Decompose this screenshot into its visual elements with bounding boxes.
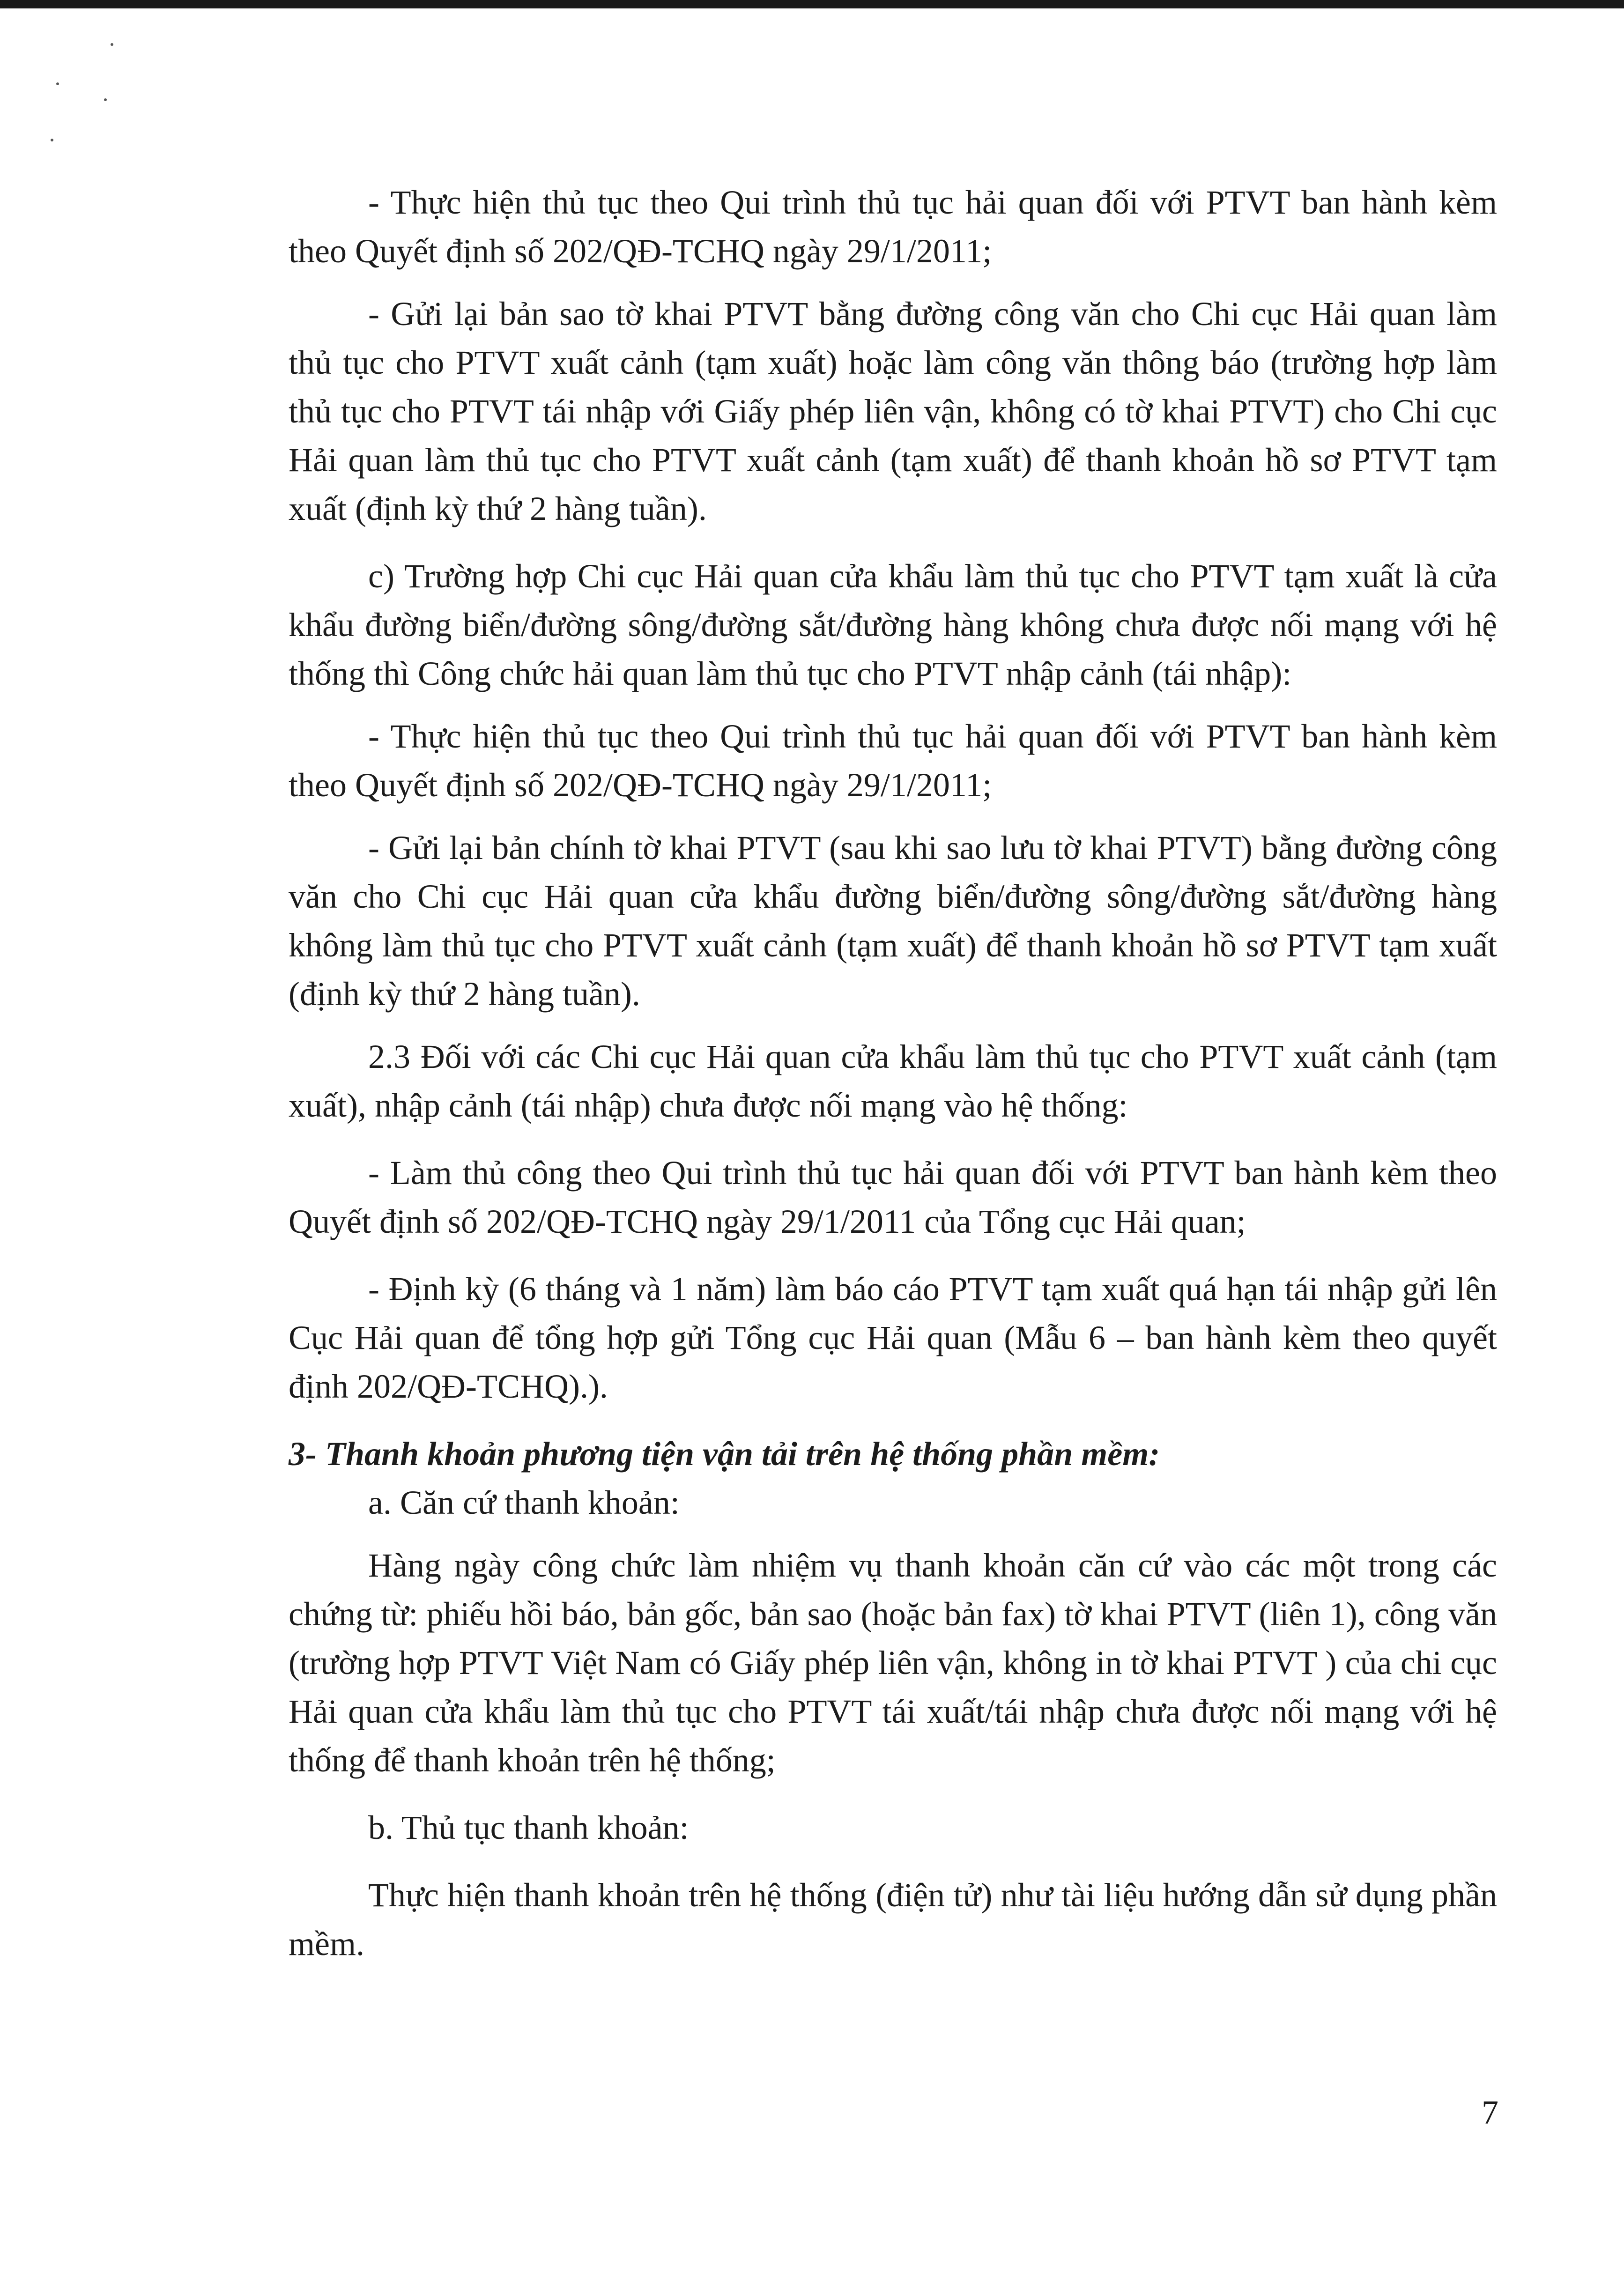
paragraph-procedure-heading: b. Thủ tục thanh khoản: — [368, 1809, 689, 1846]
scan-top-border — [0, 0, 1624, 8]
paragraph-send-copy: - Gửi lại bản sao tờ khai PTVT bằng đường công văn cho Chi cục Hải quan làm thủ tục cho PTVT xuất cảnh (tạm xuất) hoặc làm công văn thông báo (trường hợp làm thủ tục cho PTVT tái nhập với Giấy phép liên vận, không có tờ khai PTVT) cho Chi cục Hải quan làm thủ tục cho PTVT xuất cảnh (tạm xuất) để thanh khoản hồ sơ PTVT tạm xuất (định kỳ thứ 2 hàng tuần). — [289, 295, 1497, 527]
page-number: 7 — [1482, 2094, 1498, 2131]
paragraph-send-original: - Gửi lại bản chính tờ khai PTVT (sau khi sao lưu tờ khai PTVT) bằng đường công văn cho Chi cục Hải quan cửa khẩu đường biển/đường sông/đường sắt/đường hàng không làm thủ tục cho PTVT xuất cảnh (tạm xuất) để thanh khoản hồ sơ PTVT tạm xuất (định kỳ thứ 2 hàng tuần). — [289, 829, 1497, 1013]
scan-speck — [51, 139, 53, 141]
paragraph-procedure-detail: Thực hiện thanh khoản trên hệ thống (điện tử) như tài liệu hướng dẫn sử dụng phần mềm. — [289, 1876, 1497, 1963]
paragraph-case-c: c) Trường hợp Chi cục Hải quan cửa khẩu làm thủ tục cho PTVT tạm xuất là cửa khẩu đường biển/đường sông/đường sắt/đường hàng không chưa được nối mạng với hệ thống thì Công chức hải quan làm thủ tục cho PTVT nhập cảnh (tái nhập): — [289, 557, 1497, 692]
paragraph-basis-detail: Hàng ngày công chức làm nhiệm vụ thanh khoản căn cứ vào các một trong các chứng từ: phiếu hồi báo, bản gốc, bản sao (hoặc bản fax) tờ khai PTVT (liên 1), công văn (trường hợp PTVT Việt Nam có Giấy phép liên vận, không in tờ khai PTVT ) của chi cục Hải quan cửa khẩu làm thủ tục cho PTVT tái xuất/tái nhập chưa được nối mạng với hệ thống để thanh khoản trên hệ thống; — [289, 1547, 1497, 1779]
paragraph-periodic-report: - Định kỳ (6 tháng và 1 năm) làm báo cáo PTVT tạm xuất quá hạn tái nhập gửi lên Cục Hải quan để tổng hợp gửi Tổng cục Hải quan (Mẫu 6 – ban hành kèm theo quyết định 202/QĐ-TCHQ).). — [289, 1270, 1497, 1405]
paragraph-procedure-2: - Thực hiện thủ tục theo Qui trình thủ tục hải quan đối với PTVT ban hành kèm theo Quyết định số 202/QĐ-TCHQ ngày 29/1/2011; — [289, 718, 1497, 804]
paragraph-basis-heading: a. Căn cứ thanh khoản: — [368, 1484, 680, 1521]
scan-speck — [111, 43, 113, 46]
section-heading-3: 3- Thanh khoản phương tiện vận tải trên hệ thống phần mềm: — [289, 1435, 1160, 1473]
paragraph-procedure-1: - Thực hiện thủ tục theo Qui trình thủ tục hải quan đối với PTVT ban hành kèm theo Quyết định số 202/QĐ-TCHQ ngày 29/1/2011; — [289, 184, 1497, 270]
paragraph-section-2-3: 2.3 Đối với các Chi cục Hải quan cửa khẩu làm thủ tục cho PTVT xuất cảnh (tạm xuất), nhập cảnh (tái nhập) chưa được nối mạng vào hệ thống: — [289, 1038, 1497, 1124]
scan-speck — [104, 98, 107, 101]
paragraph-manual-procedure: - Làm thủ công theo Qui trình thủ tục hải quan đối với PTVT ban hành kèm theo Quyết định số 202/QĐ-TCHQ ngày 29/1/2011 của Tổng cục Hải quan; — [289, 1154, 1497, 1240]
scan-speck — [56, 82, 59, 85]
document-body — [289, 178, 1497, 1968]
